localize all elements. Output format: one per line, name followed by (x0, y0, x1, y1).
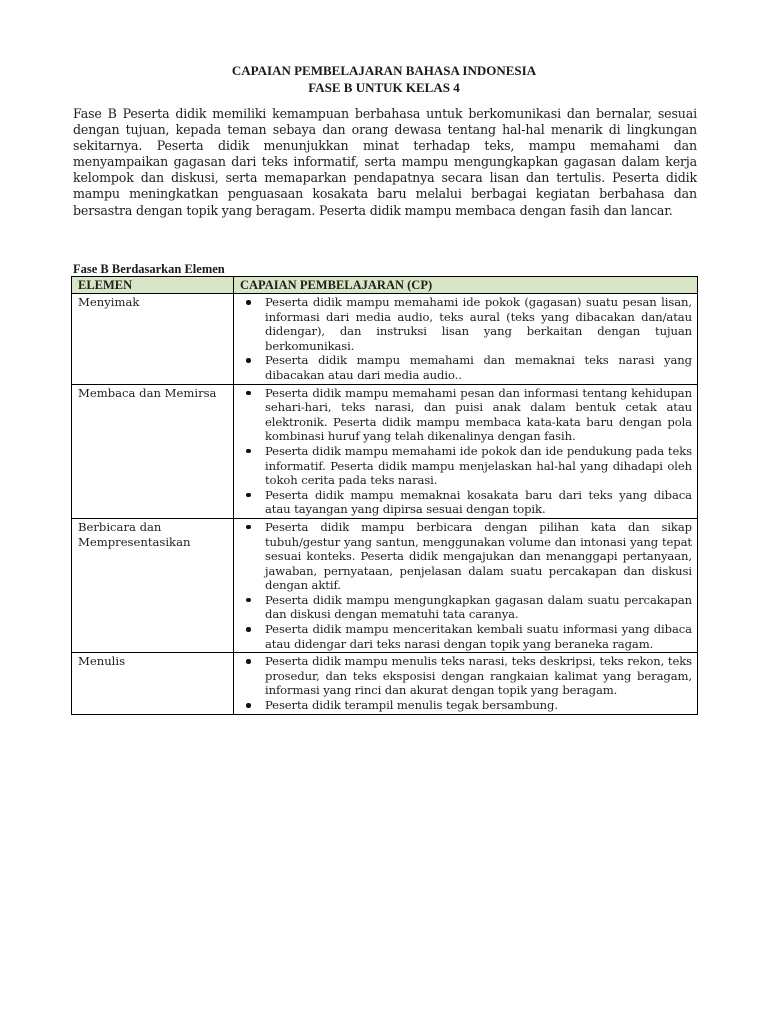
list-item: Peserta didik terampil menulis tegak bersambung. (240, 698, 692, 713)
cp-cell (234, 518, 698, 652)
cp-list (240, 386, 692, 517)
cp-cell (234, 653, 698, 714)
list-item: Peserta didik mampu memahami dan memaknai teks narasi yang dibacakan atau dari media audio.. (240, 353, 692, 382)
list-item: Peserta didik mampu memaknai kosakata baru dari teks yang dibaca atau tayangan yang dipirsa sesuai dengan topik. (240, 488, 692, 517)
table-row (72, 384, 698, 518)
cp-cell (234, 294, 698, 385)
bullet-icon (246, 391, 251, 396)
bullet-icon (246, 525, 251, 530)
element-cell: Membaca dan Memirsa (72, 384, 234, 518)
document-title: CAPAIAN PEMBELAJARAN BAHASA INDONESIA (231, 63, 537, 78)
cp-table (71, 276, 698, 715)
element-cell: Menyimak (72, 294, 234, 385)
bullet-icon (246, 598, 251, 603)
list-item: Peserta didik mampu menulis teks narasi, teks deskripsi, teks rekon, teks prosedur, dan teks eksposisi dengan rangkaian kalimat yang beragam, informasi yang rinci dan akurat dengan topik yang beragam. (240, 654, 692, 698)
table-row (72, 653, 698, 714)
table-header-row (72, 277, 698, 294)
list-item: Peserta didik mampu menceritakan kembali suatu informasi yang dibaca atau didengar dari teks narasi dengan topik yang beraneka ragam. (240, 622, 692, 651)
list-item: Peserta didik mampu berbicara dengan pilihan kata dan sikap tubuh/gestur yang santun, menggunakan volume dan intonasi yang tepat sesuai konteks. Peserta didik mengajukan dan menanggapi pertanyaan, jawaban, pernyataan, penjelasan dalam suatu percakapan dan diskusi dengan aktif. (240, 520, 692, 593)
bullet-icon (246, 627, 251, 632)
cp-list (240, 654, 692, 712)
header-capaian: CAPAIAN PEMBELAJARAN (CP) (234, 277, 698, 294)
element-cell: Berbicara dan Mempresentasikan (72, 518, 234, 652)
table-row (72, 294, 698, 385)
bullet-icon (246, 703, 251, 708)
bullet-icon (246, 493, 251, 498)
list-item: Peserta didik mampu memahami ide pokok dan ide pendukung pada teks informatif. Peserta didik mampu menjelaskan hal-hal yang dihadapi oleh tokoh cerita pada teks narasi. (240, 444, 692, 488)
bullet-icon (246, 449, 251, 454)
table-row (72, 518, 698, 652)
cp-cell (234, 384, 698, 518)
list-item: Peserta didik mampu mengungkapkan gagasan dalam suatu percakapan dan diskusi dengan mematuhi tata caranya. (240, 593, 692, 622)
list-item: Peserta didik mampu memahami pesan dan informasi tentang kehidupan sehari-hari, teks narasi, dan puisi anak dalam bentuk cetak atau elektronik. Peserta didik mampu membaca kata-kata baru dengan pola kombinasi huruf yang telah dikenalinya dengan fasih. (240, 386, 692, 444)
section-label: Fase B Berdasarkan Elemen (73, 262, 225, 276)
cp-list (240, 520, 692, 651)
element-cell: Menulis (72, 653, 234, 714)
bullet-icon (246, 300, 251, 305)
header-elemen: ELEMEN (72, 277, 234, 294)
bullet-icon (246, 659, 251, 664)
bullet-icon (246, 358, 251, 363)
cp-list (240, 295, 692, 383)
document-subtitle: FASE B UNTUK KELAS 4 (308, 80, 460, 95)
list-item: Peserta didik mampu memahami ide pokok (gagasan) suatu pesan lisan, informasi dari media audio, teks aural (teks yang dibacakan dan/atau didengar), dan instruksi lisan yang berkaitan dengan tujuan berkomunikasi. (240, 295, 692, 353)
intro-paragraph: Fase B Peserta didik memiliki kemampuan berbahasa untuk berkomunikasi dan bernalar, sesuai dengan tujuan, kepada teman sebaya dan orang dewasa tentang hal-hal menarik di lingkungan sekitarnya. Peserta didik menunjukkan minat terhadap teks, mampu memahami dan menyampaikan gagasan dari teks informatif, serta mampu mengungkapkan gagasan dalam kerja kelompok dan diskusi, serta memaparkan pendapatnya secara lisan dan tertulis. Peserta didik mampu meningkatkan penguasaan kosakata baru melalui berbagai kegiatan berbahasa dan bersastra dengan topik yang beragam. Peserta didik mampu membaca dengan fasih dan lancar. (73, 106, 697, 218)
